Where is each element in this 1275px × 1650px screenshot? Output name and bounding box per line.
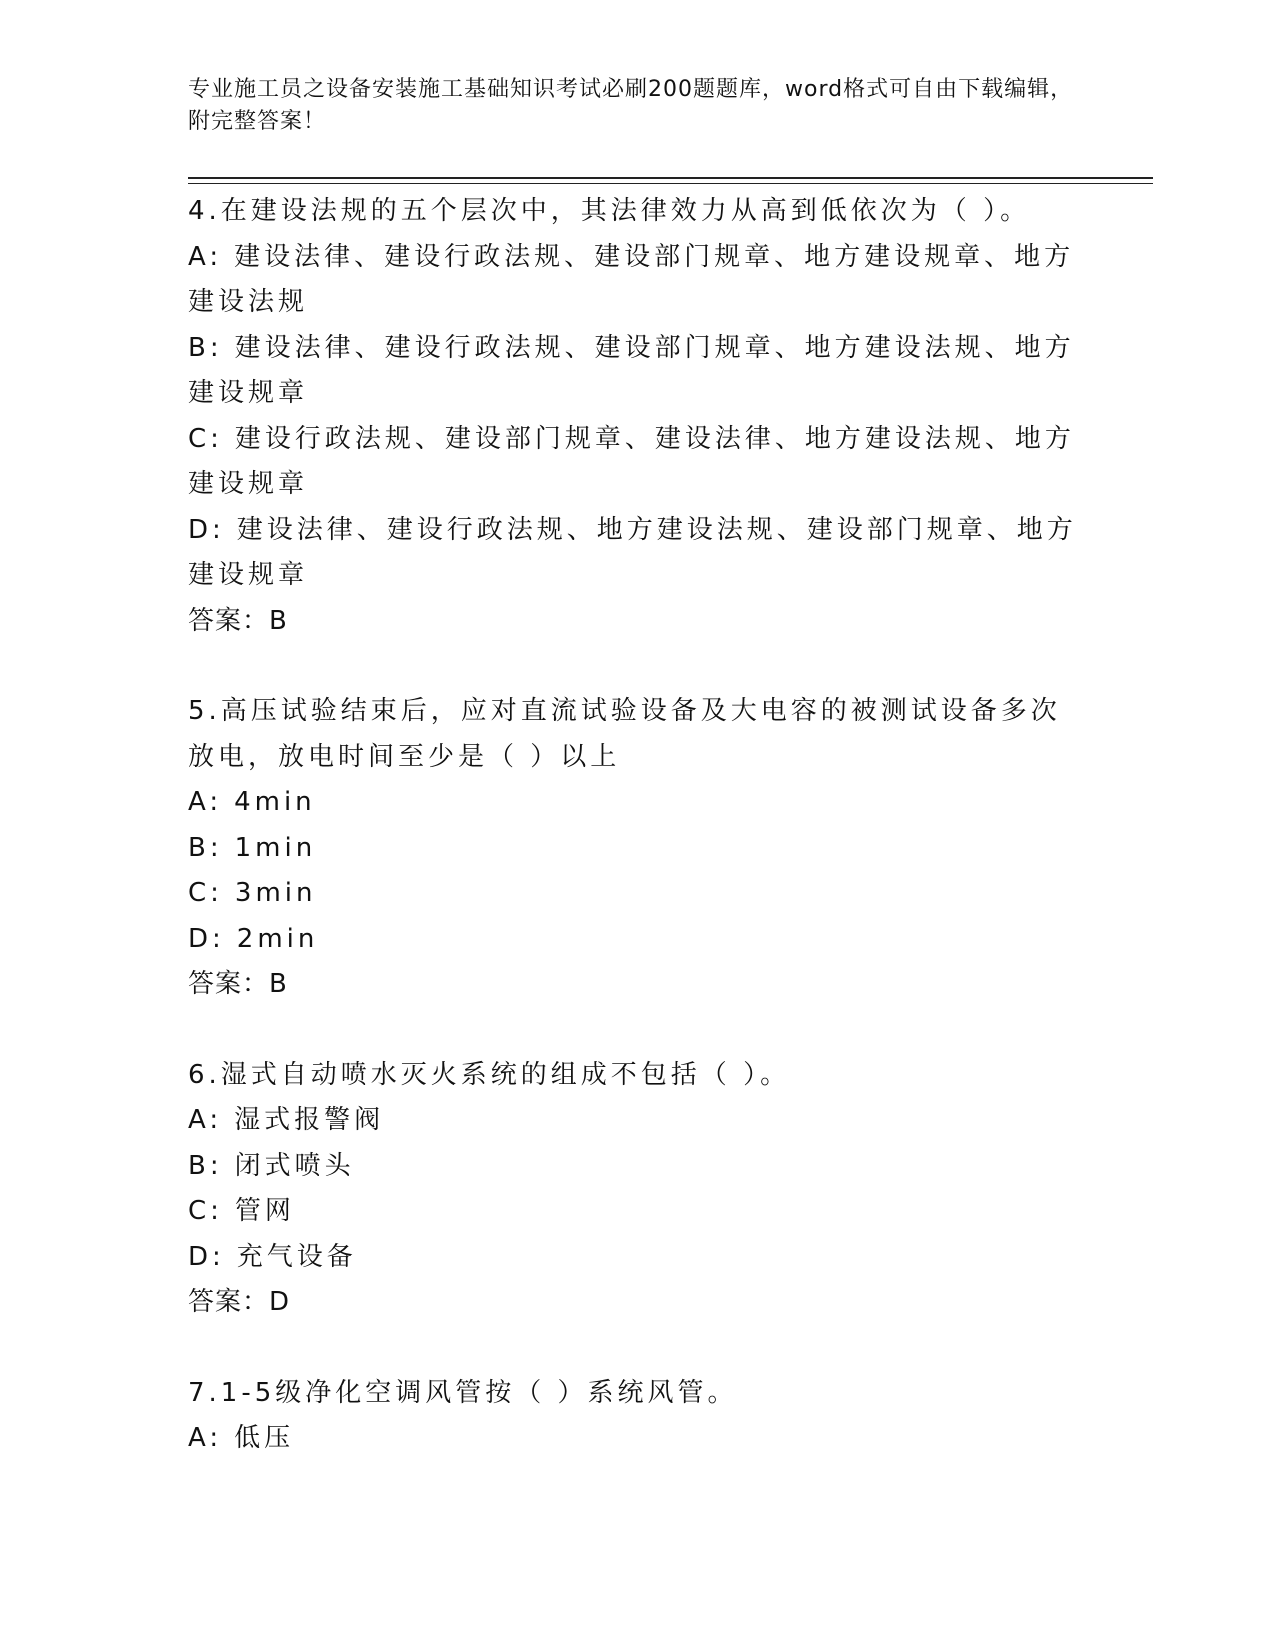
option-c <box>188 1189 1088 1235</box>
option-text: 充气设备 <box>236 1241 357 1272</box>
option-d <box>188 508 1088 599</box>
header-rule-thick <box>188 177 1153 179</box>
option-a <box>188 1416 1088 1462</box>
question-4 <box>188 189 1088 644</box>
document-header: 专业施工员之设备安装施工基础知识考试必刷200题题库，word格式可自由下载编辑，附完整答案！ <box>188 77 1074 134</box>
option-c <box>188 871 1088 917</box>
option-a <box>188 235 1088 326</box>
option-key: A: <box>188 1105 223 1135</box>
option-text: 建设法律、建设行政法规、建设部门规章、地方建设规章、地方建设法规 <box>188 241 1075 317</box>
header-rule-thin <box>188 183 1153 184</box>
option-c <box>188 417 1088 508</box>
option-key: D: <box>188 514 225 545</box>
option-b <box>188 826 1088 872</box>
option-key: C: <box>188 423 223 454</box>
option-text: 2min <box>236 923 319 954</box>
option-key: D: <box>188 1241 225 1272</box>
question-6 <box>188 1053 1088 1326</box>
option-text: 建设法律、建设行政法规、建设部门规章、地方建设法规、地方建设规章 <box>188 332 1075 408</box>
option-text: 闭式喷头 <box>234 1150 355 1181</box>
option-d <box>188 917 1088 963</box>
option-text: 3min <box>234 878 317 908</box>
answer-line: 答案：B <box>188 605 288 636</box>
option-key: C: <box>188 1196 223 1226</box>
option-key: A: <box>188 241 223 272</box>
answer-line: 答案：B <box>188 969 288 999</box>
option-key: D: <box>188 923 225 954</box>
question-5 <box>188 689 1088 1008</box>
option-a <box>188 780 1088 826</box>
option-b <box>188 1144 1088 1190</box>
option-text: 管网 <box>234 1196 295 1226</box>
question-7 <box>188 1371 1088 1462</box>
question-stem: 7.1-5级净化空调风管按（ ）系统风管。 <box>188 1377 738 1408</box>
option-text: 建设法律、建设行政法规、地方建设法规、建设部门规章、地方建设规章 <box>188 514 1077 590</box>
option-text: 低压 <box>234 1423 295 1453</box>
option-a <box>188 1098 1088 1144</box>
option-key: A: <box>188 1423 223 1453</box>
option-key: B: <box>188 332 223 363</box>
option-text: 4min <box>234 787 316 817</box>
option-b <box>188 326 1088 417</box>
answer-line: 答案：D <box>188 1287 291 1317</box>
question-stem: 6.湿式自动喷水灭火系统的组成不包括（ ）。 <box>188 1059 791 1090</box>
option-d <box>188 1235 1088 1281</box>
question-stem: 5.高压试验结束后，应对直流试验设备及大电容的被测试设备多次放电，放电时间至少是（ ）以上 <box>188 696 1061 772</box>
question-stem: 4.在建设法规的五个层次中，其法律效力从高到低依次为（ ）。 <box>188 196 1031 226</box>
option-key: A: <box>188 787 223 817</box>
option-key: B: <box>188 832 223 863</box>
option-text: 湿式报警阀 <box>234 1105 385 1135</box>
option-key: C: <box>188 878 223 908</box>
question-list <box>188 189 1088 1507</box>
option-key: B: <box>188 1150 223 1181</box>
option-text: 1min <box>234 832 317 863</box>
option-text: 建设行政法规、建设部门规章、建设法律、地方建设法规、地方建设规章 <box>188 423 1075 499</box>
